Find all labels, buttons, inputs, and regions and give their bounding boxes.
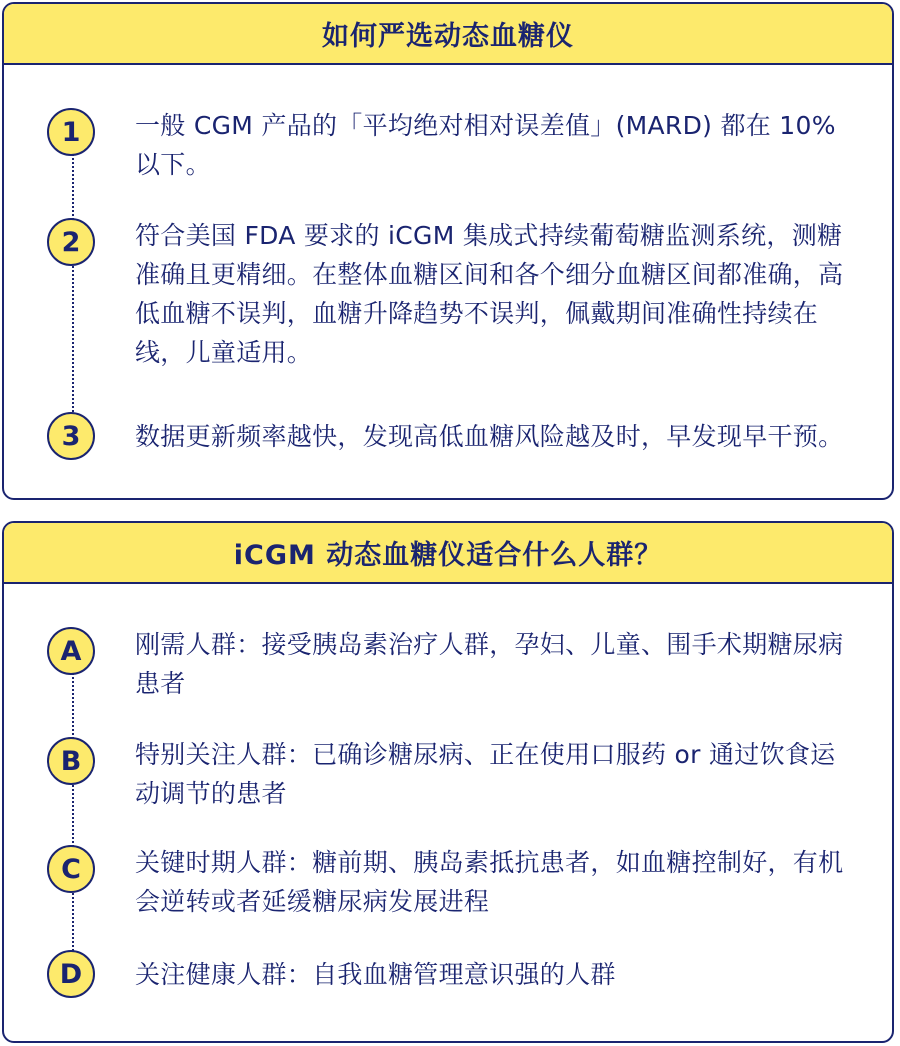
number-badge: 2 (47, 218, 95, 266)
selection-guide-title: 如何严选动态血糖仪 (4, 4, 892, 65)
target-users-title: iCGM 动态血糖仪适合什么人群？ (4, 523, 892, 584)
timeline-line (72, 653, 74, 975)
item-text: 刚需人群：接受胰岛素治疗人群，孕妇、儿童、围手术期糖尿病患者 (135, 630, 844, 698)
letter-badge: A (47, 627, 95, 675)
item-text: 关注健康人群：自我血糖管理意识强的人群 (135, 960, 616, 989)
number-badge: 1 (47, 108, 95, 156)
number-badge: 3 (47, 412, 95, 460)
item-text: 特别关注人群：已确诊糖尿病、正在使用口服药 or 通过饮食运动调节的患者 (135, 740, 836, 808)
item-text: 关键时期人群：糖前期、胰岛素抵抗患者，如血糖控制好，有机会逆转或者延缓糖尿病发展进程 (135, 848, 844, 916)
letter-badge: B (47, 737, 95, 785)
timeline-line (72, 134, 74, 436)
selection-guide-card (2, 2, 894, 500)
letter-badge: D (47, 950, 95, 998)
item-text: 一般 CGM 产品的「平均绝对相对误差值」(MARD) 都在 10% 以下。 (135, 111, 836, 179)
item-text: 符合美国 FDA 要求的 iCGM 集成式持续葡萄糖监测系统，测糖准确且更精细。在整体血糖区间和各个细分血糖区间都准确，高低血糖不误判，血糖升降趋势不误判，佩戴期间准确性持续在线，儿童适用。 (135, 221, 844, 367)
letter-badge: C (47, 845, 95, 893)
item-text: 数据更新频率越快，发现高低血糖风险越及时，早发现早干预。 (135, 422, 844, 451)
target-users-card (2, 521, 894, 1043)
